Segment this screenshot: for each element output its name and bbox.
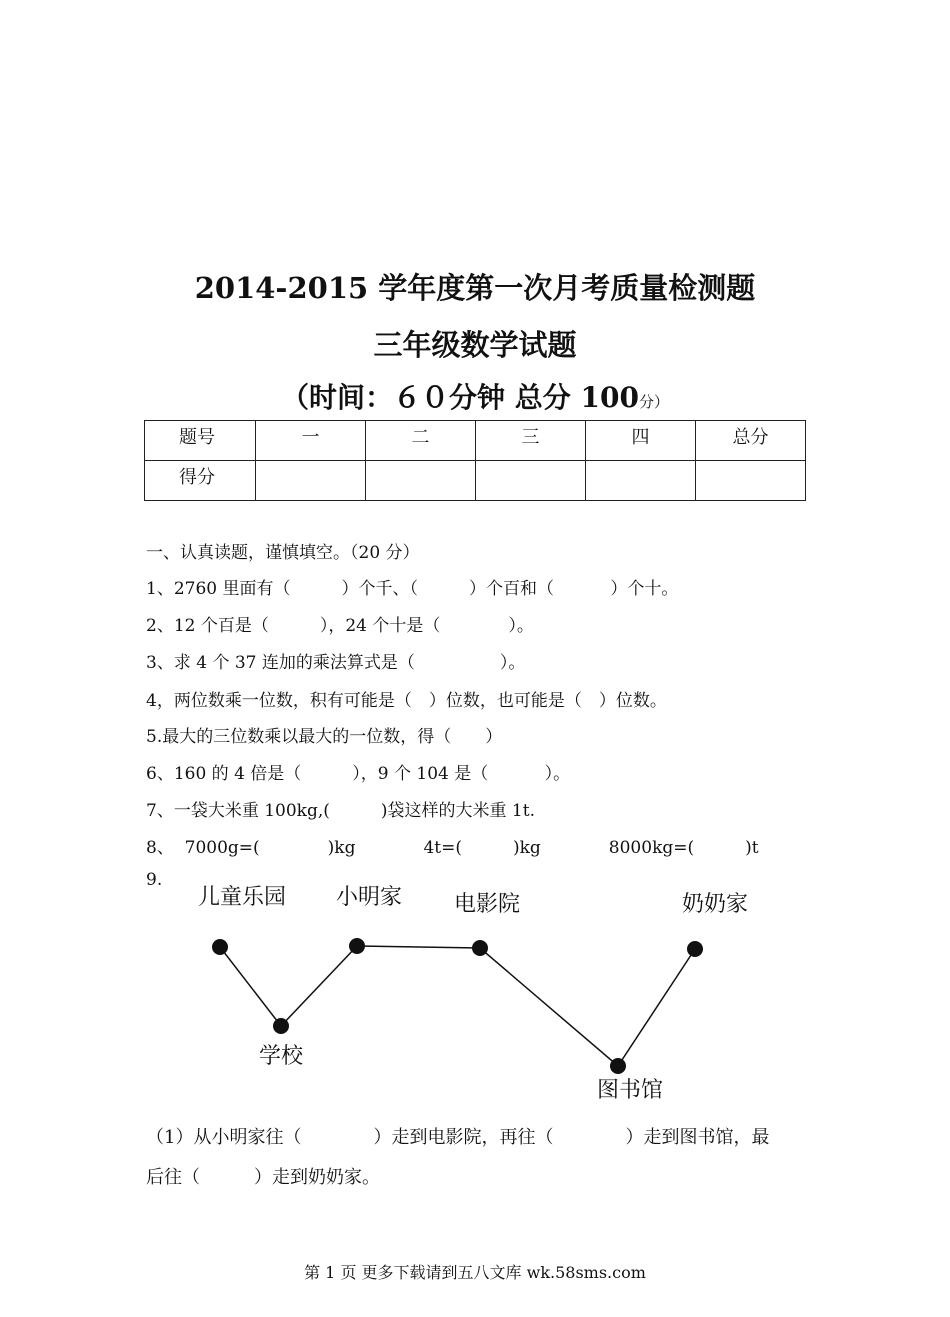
table-cell: 总分 [696,421,806,461]
table-cell: 一 [256,421,366,461]
section-heading: 一、认真读题，谨慎填空。（20 分） [146,543,420,563]
playground-label: 儿童乐园 [198,885,287,910]
xiaoming-home-label: 小明家 [336,885,403,910]
table-cell: 得分 [145,461,256,501]
cinema-point [472,940,488,956]
library-label: 图书馆 [597,1078,664,1103]
exam-subtitle: 三年级数学试题 [373,328,577,362]
question-8: 8、 7000g=( )kg 4t=( )kg 8000kg=( )t [146,838,759,858]
table-cell: 题号 [145,421,256,461]
school-point [273,1018,289,1034]
table-cell: 三 [476,421,586,461]
grandma-home-point [687,941,703,957]
page-footer: 第 1 页 更多下载请到五八文库 wk.58sms.com [304,1263,646,1282]
library-point [610,1058,626,1074]
table-cell: 四 [586,421,696,461]
grandma-home-label: 奶奶家 [682,892,749,917]
exam-time-main: （时间：６０分钟 总分 100 [281,381,639,414]
cinema-label: 电影院 [454,892,521,917]
question-3: 3、求 4 个 37 连加的乘法算式是（ ）。 [146,653,526,673]
exam-time-unit: 分） [638,393,669,411]
xiaoming-home-point [349,938,365,954]
question-1: 1、2760 里面有（ ）个千、（ ）个百和（ ）个十。 [146,579,679,599]
question-6: 6、160 的 4 倍是（ ），9 个 104 是（ ）。 [146,764,571,784]
q9-sub1-line1: （1）从小明家往（ ）走到电影院，再往（ ）走到图书馆，最 [146,1127,770,1148]
exam-title: 2014-2015 学年度第一次月考质量检测题 [194,271,756,305]
question-2: 2、12 个百是（ ），24 个十是（ ）。 [146,616,534,636]
table-cell: 二 [366,421,476,461]
school-label: 学校 [259,1044,304,1069]
q9-sub1-line2: 后往（ ）走到奶奶家。 [146,1167,380,1188]
question-7: 7、一袋大米重 100kg,( )袋这样的大米重 1t. [146,801,535,821]
playground-point [212,939,228,955]
question-9: 9. [146,870,163,890]
question-4: 4，两位数乘一位数，积有可能是（ ）位数，也可能是（ ）位数。 [146,691,667,711]
question-5: 5.最大的三位数乘以最大的一位数，得（ ） [146,727,503,747]
